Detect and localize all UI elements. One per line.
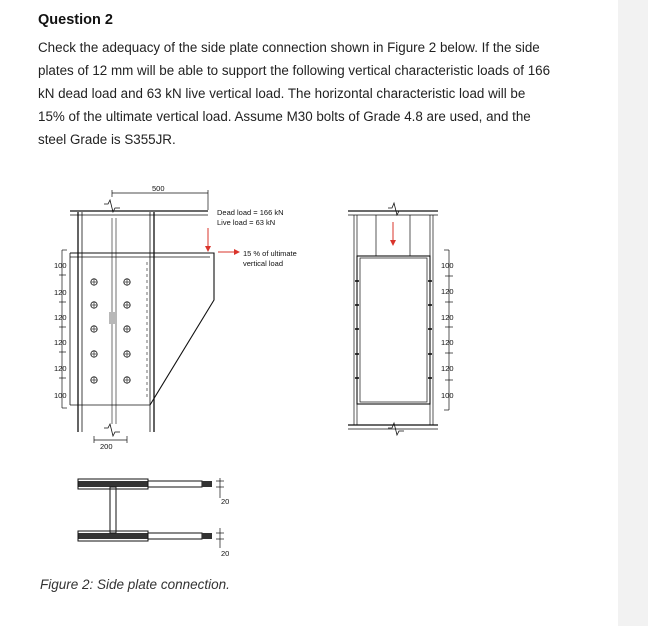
dim-200-label: 200 — [100, 442, 113, 451]
dead-load-label: Dead load = 166 kN — [217, 208, 284, 217]
horizontal-load-label-1: 15 % of ultimate — [243, 249, 297, 258]
bolt-group-left — [91, 279, 97, 383]
figure-caption: Figure 2: Side plate connection. — [40, 577, 230, 592]
bolt-group-right — [124, 279, 130, 383]
question-line: 15% of the ultimate vertical load. Assume M30 bolts of Grade 4.8 are used, and the — [38, 109, 531, 124]
right-spacing-label: 100 — [441, 391, 454, 400]
live-load-label: Live load = 63 kN — [217, 218, 276, 227]
left-spacing-label: 120 — [54, 338, 67, 347]
right-spacing-label: 120 — [441, 287, 454, 296]
right-elevation — [348, 203, 454, 435]
left-spacing-label: 120 — [54, 288, 67, 297]
question-line: plates of 12 mm will be able to support the following vertical characteristic loads of 166 — [38, 63, 551, 78]
question-line: Check the adequacy of the side plate connection shown in Figure 2 below. If the side — [38, 40, 540, 55]
left-spacing-label: 120 — [54, 313, 67, 322]
horizontal-load-label-2: vertical load — [243, 259, 284, 268]
left-spacing-label: 120 — [54, 364, 67, 373]
plan-section — [78, 478, 229, 558]
dim-500-label: 500 — [152, 184, 165, 193]
left-spacing-label: 100 — [54, 391, 67, 400]
left-elevation — [54, 184, 297, 451]
section-dim-label: 20 — [221, 549, 230, 558]
right-spacing-label: 120 — [441, 364, 454, 373]
question-title: Question 2 — [38, 12, 113, 28]
question-line: kN dead load and 63 kN live vertical load. The horizontal characteristic load will be — [38, 86, 526, 101]
question-line: steel Grade is S355JR. — [38, 132, 176, 147]
right-spacing-label: 120 — [441, 313, 454, 322]
section-dim-label: 20 — [221, 497, 230, 506]
right-spacing-label: 120 — [441, 338, 454, 347]
left-spacing-label: 100 — [54, 261, 67, 270]
right-spacing-label: 100 — [441, 261, 454, 270]
